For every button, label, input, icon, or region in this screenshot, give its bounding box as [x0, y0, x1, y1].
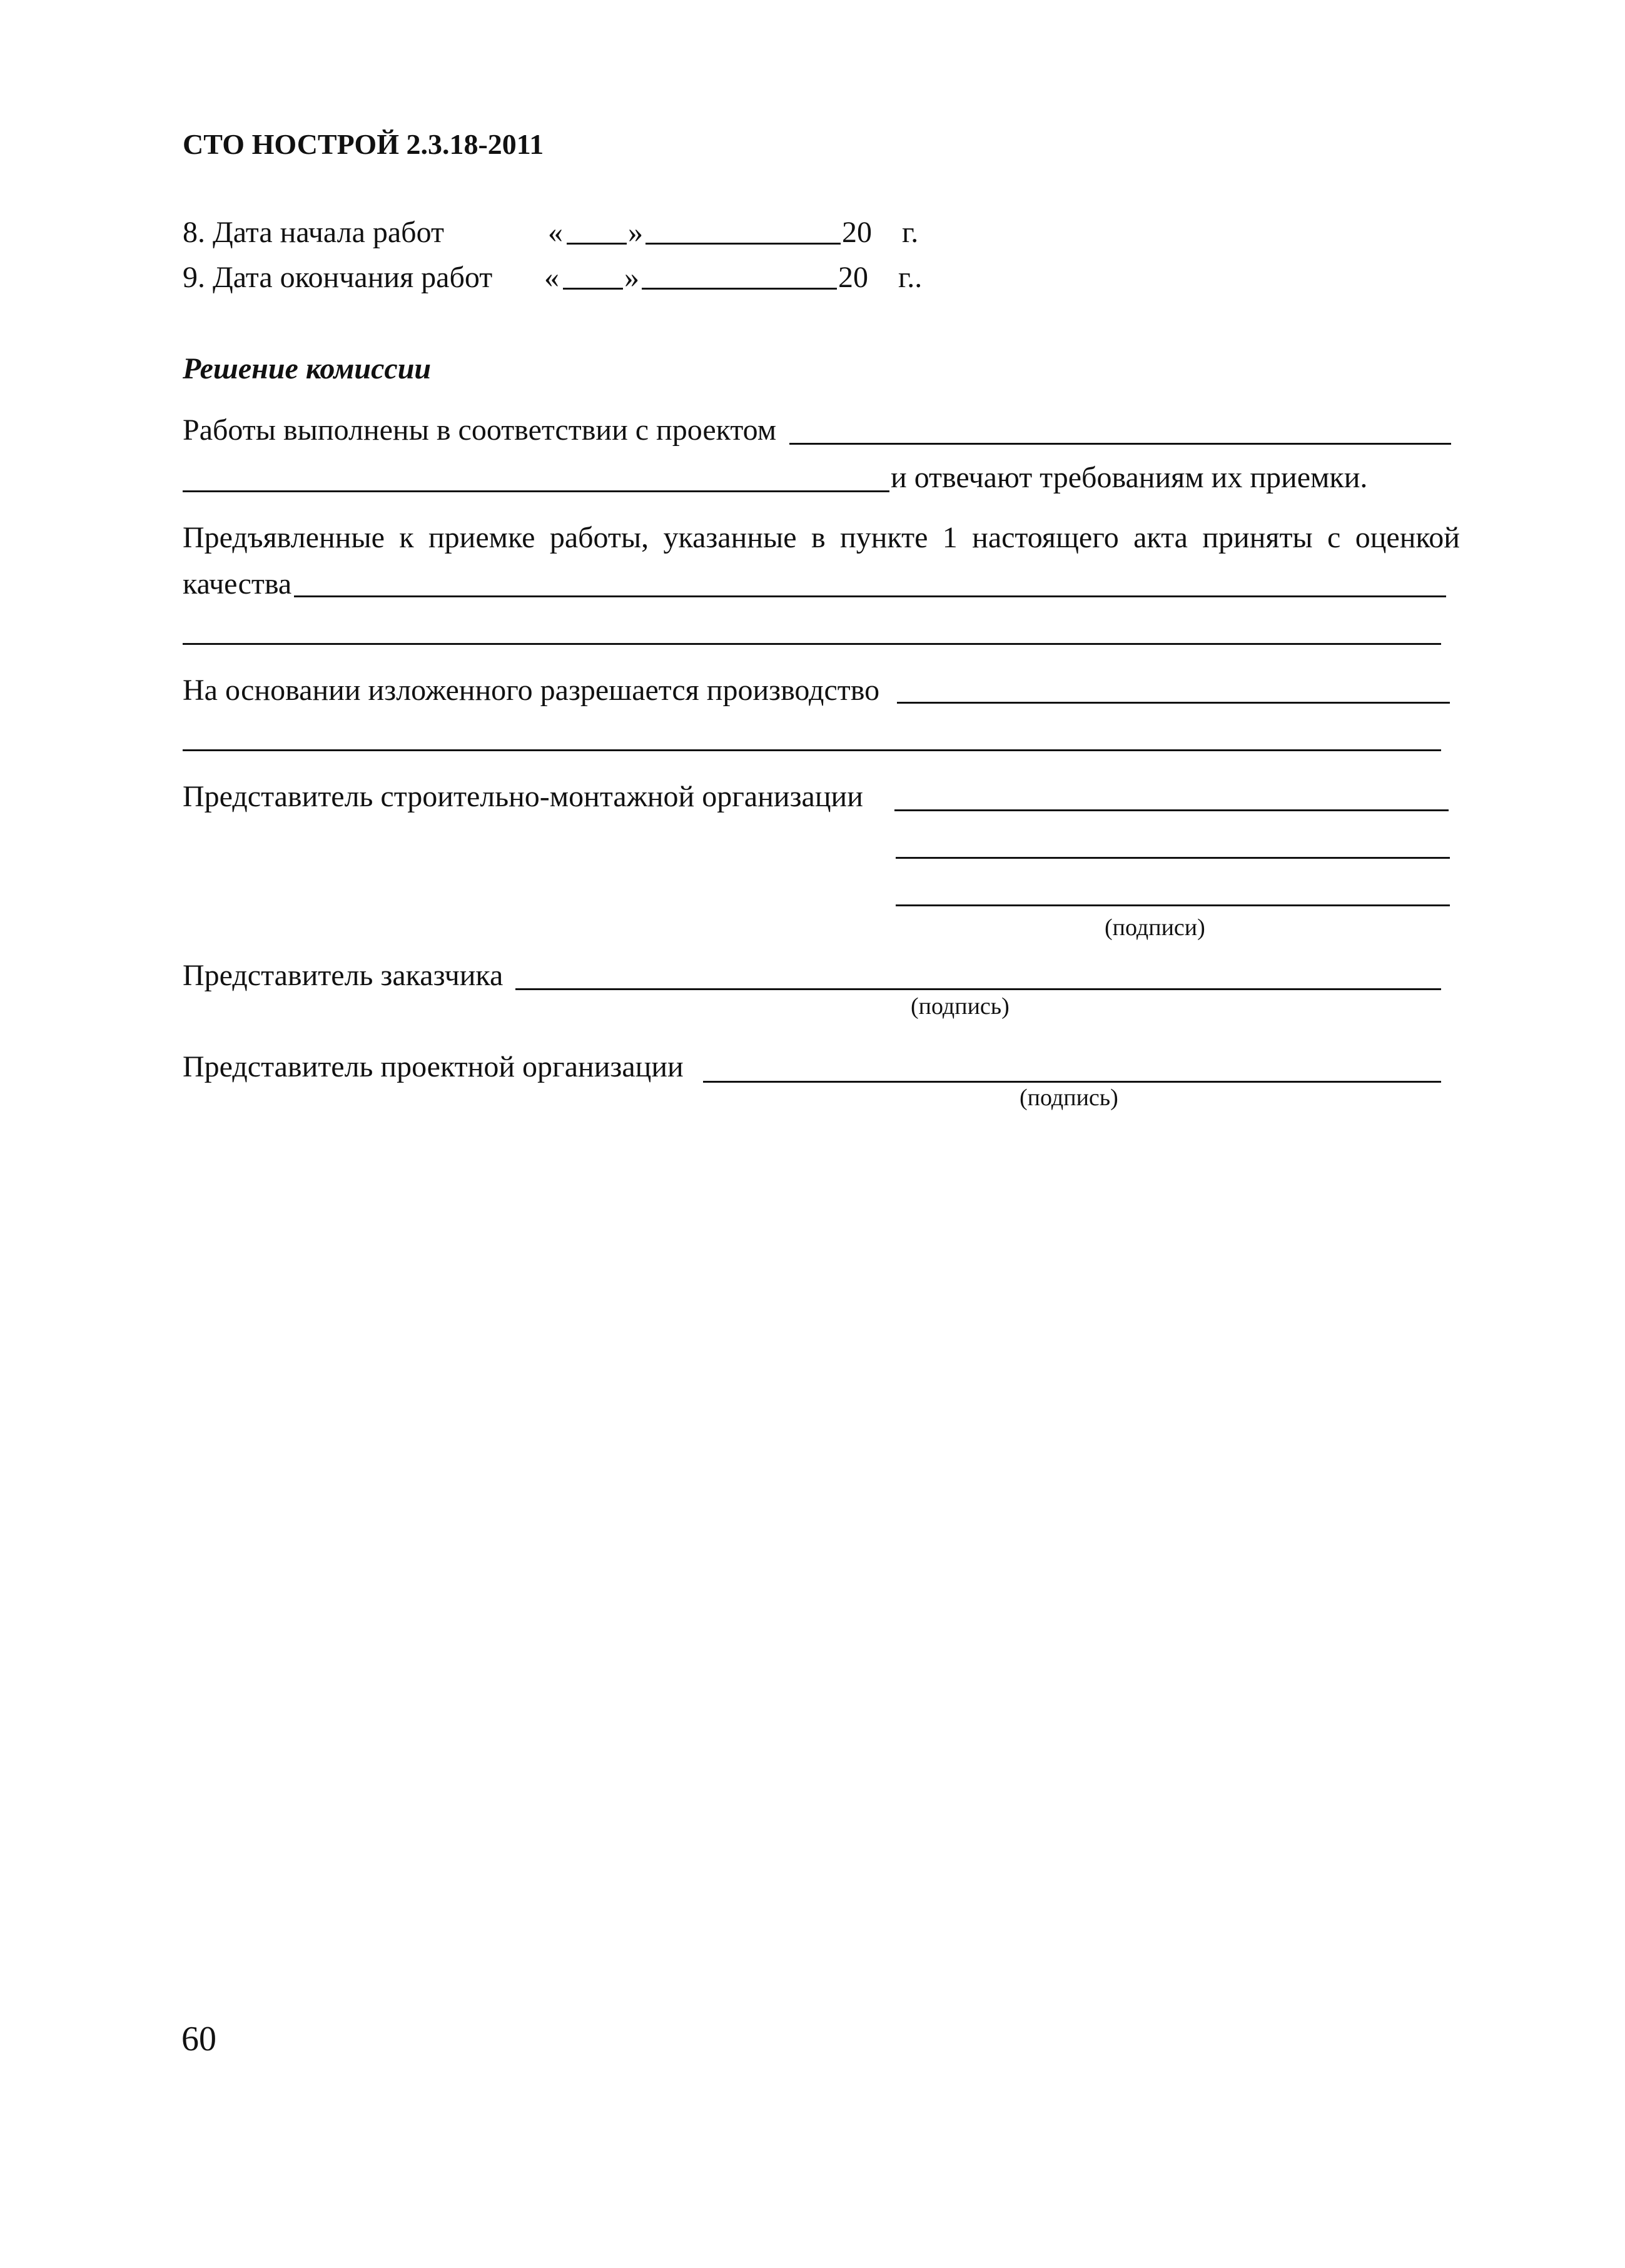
permission-field[interactable]	[897, 702, 1450, 704]
design-rep-label: Представитель проектной организации	[183, 1050, 684, 1083]
page-number: 60	[181, 2020, 216, 2058]
end-date-close-quote: »	[624, 261, 639, 294]
quality-label: качества	[183, 567, 292, 600]
start-date-open-quote: «	[548, 216, 563, 249]
end-date-month-field[interactable]	[642, 288, 837, 290]
construction-signature-field-3[interactable]	[896, 904, 1450, 906]
meets-requirements-text: и отвечают требованиям их приемки.	[891, 461, 1368, 494]
customer-signature-field[interactable]	[515, 988, 1441, 990]
start-date-year-prefix: 20	[842, 216, 872, 249]
works-done-text: Работы выполнены в соответствии с проектом	[183, 413, 777, 447]
customer-rep-label: Представитель заказчика	[183, 959, 504, 992]
commission-decision-title: Решение комиссии	[183, 352, 432, 385]
quality-continuation-field[interactable]	[183, 643, 1441, 645]
construction-signature-field-1[interactable]	[894, 809, 1449, 811]
start-date-day-field[interactable]	[567, 243, 627, 245]
customer-signature-caption: (подпись)	[911, 993, 1010, 1020]
project-field[interactable]	[789, 443, 1451, 445]
start-date-suffix: г.	[902, 216, 919, 249]
construction-signature-field-2[interactable]	[896, 857, 1450, 859]
end-date-suffix: г..	[898, 261, 923, 294]
start-date-close-quote: »	[628, 216, 643, 249]
start-date-label: 8. Дата начала работ	[183, 216, 444, 249]
end-date-day-field[interactable]	[563, 288, 623, 290]
document-code-header: СТО НОСТРОЙ 2.3.18-2011	[183, 128, 544, 160]
quality-field[interactable]	[294, 595, 1446, 597]
construction-signatures-caption: (подписи)	[1105, 914, 1205, 941]
end-date-year-prefix: 20	[838, 261, 868, 294]
design-signature-caption: (подпись)	[1020, 1085, 1118, 1111]
project-continuation-field[interactable]	[183, 490, 889, 492]
construction-rep-label: Представитель строительно-монтажной организации	[183, 780, 863, 813]
end-date-label: 9. Дата окончания работ	[183, 261, 493, 294]
start-date-month-field[interactable]	[645, 243, 841, 245]
end-date-open-quote: «	[544, 261, 559, 294]
permission-text: На основании изложенного разрешается производство	[183, 674, 880, 707]
design-signature-field[interactable]	[703, 1081, 1441, 1083]
permission-continuation-field[interactable]	[183, 749, 1441, 751]
presented-works-text: Предъявленные к приемке работы, указанные в пункте 1 настоящего акта приняты с оценкой	[183, 521, 1460, 554]
